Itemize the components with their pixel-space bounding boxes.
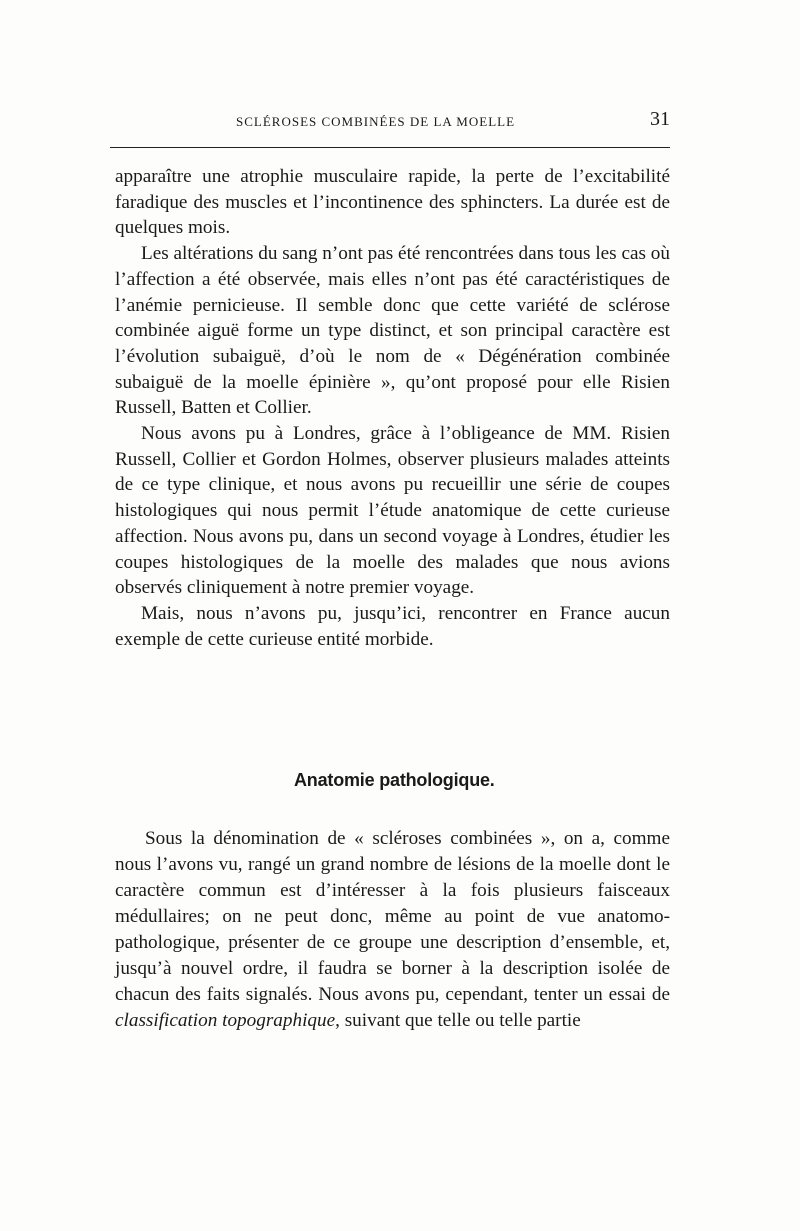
section-heading: Anatomie pathologique. (294, 770, 495, 790)
running-head (110, 108, 670, 136)
italic-phrase: classification topographique (115, 1010, 336, 1031)
paragraph: Les altérations du sang n’ont pas été rencontrées dans tous les cas où l’affection a été observée, mais elles n’ont pas été caractéristiques de l’anémie pernicieuse. Il semble donc que cette variété de sclérose combinée aiguë forme un type distinct, et son principal caractère est l’évolution subaiguë, d’où le nom de « Dégénération combinée subaiguë de la moelle épinière », qu’ont proposé pour elle Risien Russell, Batten et Collier. (115, 243, 670, 419)
paragraph: Nous avons pu à Londres, grâce à l’obligeance de MM. Risien Russell, Collier et Gordon Holmes, observer plusieurs malades atteints de ce type clinique, et nous avons pu recueillir une série de coupes histologiques qui nous permit l’étude anatomique de cette curieuse affection. Nous avons pu, dans un second voyage à Londres, étudier les coupes histologiques de la moelle des malades que nous avions observés cliniquement à notre premier voyage. (115, 423, 670, 599)
paragraph: Mais, nous n’avons pu, jusqu’ici, rencontrer en France aucun exemple de cette curieuse entité morbide. (115, 602, 670, 650)
paragraph-tail: , suivant que telle ou telle partie (335, 1010, 581, 1031)
page-number: 31 (650, 108, 670, 130)
paragraph (115, 826, 670, 1034)
section-2-text (115, 826, 670, 1034)
running-title: SCLÉROSES COMBINÉES DE LA MOELLE (236, 114, 516, 129)
paragraph-text: Sous la dénomination de « scléroses combinées », on a, comme nous l’avons vu, rangé un grand nombre de lésions de la moelle dont le caractère commun est d’intéresser à la fois plusieurs faisceaux médullaires; on ne peut donc, même au point de vue anatomo-pathologique, présenter de ce groupe une description d’ensemble, et, jusqu’à nouvel ordre, il faudra se borner à la description isolée de chacun des faits signalés. Nous avons pu, cependant, tenter un essai de (115, 828, 670, 1005)
header-rule (110, 147, 670, 148)
paragraph: apparaître une atrophie musculaire rapide, la perte de l’excitabilité faradique des muscles et l’incontinence des sphincters. La durée est de quelques mois. (115, 166, 670, 239)
section-1-text (115, 164, 670, 652)
